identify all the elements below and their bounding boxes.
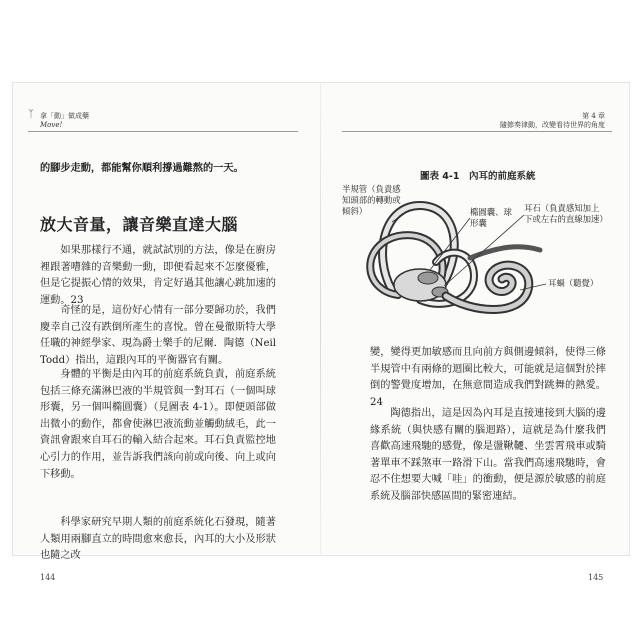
label-otoliths: 耳石（負責感知加上下或左右的直線加速）	[524, 203, 608, 224]
left-page-number: 144	[40, 573, 56, 582]
label-cochlea: 耳蝸（聽覺）	[548, 278, 599, 288]
section-heading: 放大音量，讓音樂直達大腦	[40, 215, 239, 234]
vestibular-nerve-shape	[470, 247, 540, 258]
lead-line: 的腳步走動，都能幫你順利撐過難熬的一天。	[40, 162, 244, 174]
left-paragraph-2: 奇怪的是，這份好心情有一部分要歸功於，我們慶幸自己沒有跌倒所產生的喜悅。曾在曼徹斯特大學任職的神經學家、現為爵士樂手的尼爾．陶德（Neil Todd）指出，這跟內耳的平衡器官有關。	[40, 305, 276, 366]
label-semicircular-canals: 半規管（負責感知頭部的轉動或傾斜）	[342, 184, 401, 216]
left-running-title: 拿「動」做成藥	[40, 112, 89, 120]
right-paragraph-1: 變，變得更加敏感而且向前方與側邊傾斜，使得三條半規管中有兩條的迴圈比較大，可能就是這個對於摔倒的警覺度增加，在無意間造成我們對跳舞的熱愛。24	[370, 347, 606, 408]
figure-title: 圖表 4-1 內耳的前庭系統	[420, 171, 536, 182]
left-paragraph-1: 如果那樣行不通，就試試別的方法，像是在廚房裡跟著嘈雜的音樂動一動，即便看起來不怎麼優雅，但是它提振心情的效果，肯定好過其他讓心跳加速的運動。23	[40, 245, 276, 306]
right-running-title: 隨節奏律動，改變看待世界的角度	[500, 121, 605, 129]
right-page-number: 145	[588, 573, 604, 582]
utricle-shape	[418, 272, 438, 284]
left-paragraph-3: 身體的平衡是由內耳的前庭系統負責，前庭系統包括三條充滿淋巴液的半規管與一對耳石（一個叫球形囊，另一個叫橢圓囊）（見圖表 4-1）。即便頭部做出微小的動作，都會使淋巴液流動並觸動絨毛，此一資訊會跟來自耳石的輸入結合起來。耳石負責監控地心引力的作用，並告訴我們該向前或向後、向上或向下移動。	[40, 369, 276, 480]
left-running-subtitle: Move!	[40, 121, 63, 129]
chapter-label: 第 4 章	[582, 112, 605, 120]
right-paragraph-2: 陶德指出，這是因為內耳是直接連接到大腦的邊緣系統（與快感有關的腦迴路），這就是為什麼我們喜歡高速飛馳的感覺，像是盪鞦韆、坐雲霄飛車或騎著單車不踩煞車一路滑下山。當我們高速飛馳時，會忍不住想要大喊「哇」的衝動，便是源於敏感的前庭系統及腦部快感區間的緊密連結。	[370, 408, 606, 502]
left-paragraph-4: 科學家研究早期人類的前庭系統化石發現，隨著人類用兩腳直立的時間愈來愈長，內耳的大小及形狀也隨之改	[40, 517, 276, 562]
dancer-logo-icon: ᛉ	[28, 109, 34, 120]
label-utricle-saccule: 橢圓囊、球形囊	[470, 207, 512, 228]
